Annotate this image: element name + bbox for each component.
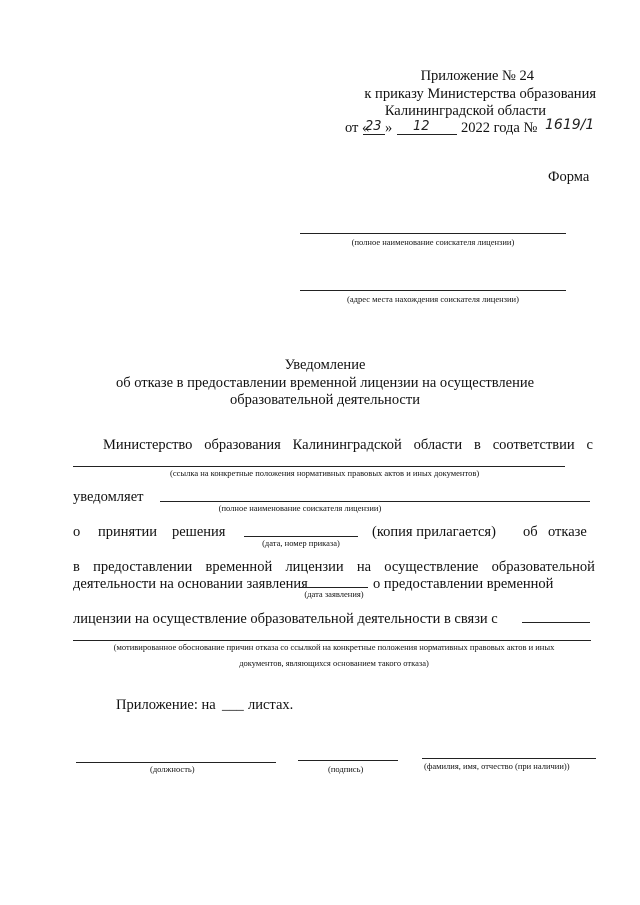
word: лицензии — [285, 559, 344, 575]
title-line-1: Уведомление — [284, 357, 366, 373]
word: образования — [204, 437, 281, 453]
application-date-caption: (дата заявления) — [304, 589, 364, 599]
reason-caption-1: (мотивированное обоснование причин отказа со ссылкой на конкретные положения нормативных правовых актов и иных — [113, 642, 555, 652]
word: в — [73, 559, 80, 575]
order-date-caption: (дата, номер приказа) — [262, 538, 340, 548]
word: на — [356, 559, 372, 575]
region-name: Калининградской области — [384, 103, 546, 119]
reason-caption-2: документов, являющихся основанием такого отказа) — [239, 658, 429, 668]
paragraph-1-line — [103, 436, 593, 454]
word: соответствии — [492, 437, 575, 453]
copy-attached: (копия прилагается) — [372, 524, 496, 540]
appendix-number: Приложение № 24 — [420, 68, 534, 84]
signature-fio-caption: (фамилия, имя, отчество (при наличии)) — [424, 761, 570, 771]
word: образовательной — [491, 559, 595, 575]
attachment-label: Приложение: на — [116, 697, 216, 713]
word: принятии — [98, 524, 158, 540]
word: отказе — [548, 524, 587, 540]
notifies-caption: (полное наименование соискателя лицензии) — [218, 503, 382, 513]
attachment-sheets: листах. — [248, 697, 294, 713]
word: о — [73, 524, 81, 540]
word: в — [473, 437, 481, 453]
word: Министерство — [103, 437, 193, 453]
word: осуществление — [384, 559, 479, 575]
signature-sign-caption: (подпись) — [328, 764, 364, 774]
paragraph-3-line-3: лицензии на осуществление образовательной деятельности в связи с — [73, 611, 498, 627]
applicant-name-caption: (полное наименование соискателя лицензии) — [351, 237, 515, 247]
order-year: 2022 года № — [461, 120, 538, 136]
paragraph-3-line-2b: о предоставлении временной — [373, 576, 554, 592]
legal-reference-caption: (ссылка на конкретные положения нормативных правовых актов и иных документов) — [170, 468, 480, 478]
title-line-2: об отказе в предоставлении временной лицензии на осуществление — [115, 375, 535, 391]
paragraph-3-line-2a: деятельности на основании заявления — [73, 576, 308, 592]
notifies-word: уведомляет — [73, 489, 144, 505]
word: области — [413, 437, 463, 453]
word: Калининградской — [292, 437, 402, 453]
applicant-address-caption: (адрес места нахождения соискателя лицензии) — [347, 294, 519, 304]
date-prefix: от « — [345, 120, 370, 136]
order-month: 12 — [413, 119, 430, 134]
signature-position-caption: (должность) — [150, 764, 195, 774]
paragraph-3-line-1 — [73, 558, 595, 576]
title-line-3: образовательной деятельности — [230, 392, 420, 408]
word: временной — [205, 559, 273, 575]
word: предоставлении — [93, 559, 193, 575]
order-date-line — [345, 119, 605, 139]
form-label: Форма — [548, 169, 590, 185]
word: с — [586, 437, 593, 453]
order-day: 23 — [365, 119, 382, 134]
date-mid: » — [385, 120, 393, 136]
word: об — [523, 524, 538, 540]
order-reference: к приказу Министерства образования — [364, 86, 596, 102]
attachment-blank: ___ — [222, 697, 244, 713]
order-number: 1619/1 — [545, 117, 595, 133]
word: решения — [172, 524, 226, 540]
